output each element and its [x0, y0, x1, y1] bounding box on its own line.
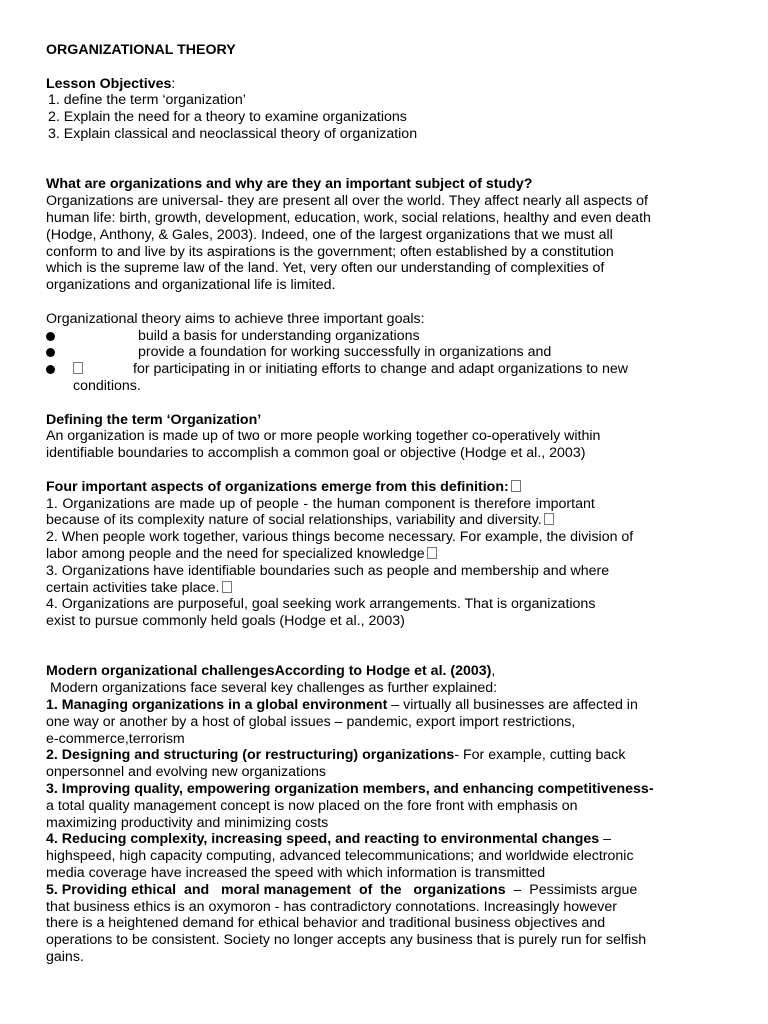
missing-glyph-icon — [222, 581, 232, 593]
modern-heading-tail: , — [491, 663, 496, 680]
challenge-4-heading: 4. Reducing complexity, increasing speed, and reacting to environmental changes — [46, 831, 600, 848]
missing-glyph-icon — [544, 513, 554, 525]
what-section-line: Organizations are universal- they are present all over the world. They affect nearly all aspects of — [46, 193, 648, 210]
aspects-line: 4. Organizations are purposeful, goal seeking work arrangements. That is organizations — [46, 596, 596, 613]
bullet-icon — [46, 361, 58, 378]
objectives-heading-line — [46, 76, 706, 93]
what-section-line: which is the supreme law of the land. Yet, very often our understanding of complexities of — [46, 260, 605, 277]
challenge-5-heading: 5. Providing ethical and moral management of the organizations — [46, 881, 506, 898]
document-title: ORGANIZATIONAL THEORY — [46, 42, 236, 58]
challenge-2-text: - For example, cutting back — [454, 747, 626, 764]
missing-glyph-icon — [427, 547, 437, 559]
what-section-line: organizations and organizational life is limited. — [46, 277, 336, 294]
challenge-1-cont: one way or another by a host of global issues – pandemic, export import restrictions, — [46, 713, 576, 730]
modern-intro: Modern organizations face several key challenges as further explained: — [46, 680, 498, 697]
defining-line: An organization is made up of two or more people working together co-operatively within — [46, 428, 601, 445]
challenge-3-cont: a total quality management concept is now placed on the fore front with emphasis on — [46, 797, 578, 814]
aspects-line: exist to pursue commonly held goals (Hodge et al., 2003) — [46, 613, 405, 630]
goal-text: provide a foundation for working successfully in organizations and — [138, 344, 552, 361]
challenge-2-cont: onpersonnel and evolving new organizations — [46, 764, 327, 781]
goal-text-continued: conditions. — [73, 377, 141, 394]
defining-heading: Defining the term ‘Organization’ — [46, 411, 262, 428]
aspects-line-box — [46, 580, 706, 597]
goals-intro: Organizational theory aims to achieve three important goals: — [46, 310, 425, 327]
bullet-icon — [46, 328, 58, 345]
challenge-4-cont: media coverage have increased the speed with which information is transmitted — [46, 865, 546, 882]
challenge-5-cont: that business ethics is an oxymoron - has contradictory connotations. Increasingly however — [46, 898, 617, 915]
aspects-line: labor among people and the need for specialized knowledge — [46, 545, 425, 562]
objectives-heading: Lesson Objectives — [46, 75, 172, 92]
challenge-1-text: – virtually all businesses are affected in — [387, 697, 638, 714]
goal-bullet-item — [46, 328, 706, 345]
aspects-line: 2. When people work together, various things become necessary. For example, the division of — [46, 529, 634, 546]
aspects-line: 3. Organizations have identifiable boundaries such as people and membership and where — [46, 562, 610, 579]
challenge-4-text: – — [599, 831, 612, 848]
challenge-4-cont: highspeed, high capacity computing, advanced telecommunications; and worldwide electronic — [46, 848, 634, 865]
what-section-line: human life: birth, growth, development, education, work, social relations, healthy and even death — [46, 209, 651, 226]
challenge-1-cont: e-commerce,terrorism — [46, 730, 185, 747]
missing-glyph-icon — [511, 480, 521, 492]
goal-text: build a basis for understanding organizations — [138, 327, 420, 344]
objective-item: 3. Explain classical and neoclassical theory of organization — [48, 125, 418, 142]
aspects-heading: Four important aspects of organizations emerge from this definition: — [46, 478, 509, 495]
challenge-2-heading: 2. Designing and structuring (or restructuring) organizations — [46, 747, 455, 764]
challenge-5-text: – Pessimists argue — [505, 881, 638, 898]
challenge-5-cont: gains. — [46, 949, 84, 966]
bullet-icon — [46, 344, 58, 361]
document-page — [46, 42, 706, 966]
missing-glyph-icon — [73, 362, 83, 374]
goal-bullet-item — [46, 361, 706, 378]
challenge-1-line — [46, 697, 706, 714]
challenge-5-line — [46, 882, 706, 899]
challenge-4-line — [46, 831, 706, 848]
aspects-line: certain activities take place. — [46, 579, 220, 596]
objective-item: 2. Explain the need for a theory to examine organizations — [48, 109, 407, 126]
aspects-heading-line — [46, 479, 706, 496]
aspects-line: because of its complexity nature of social relationships, variability and diversity. — [46, 512, 542, 529]
challenge-5-cont: operations to be consistent. Society no longer accepts any business that is purely run for selfish — [46, 932, 647, 949]
what-section-heading: What are organizations and why are they an important subject of study? — [46, 176, 533, 193]
modern-heading: Modern organizational challengesAccording to Hodge et al. (2003) — [46, 663, 492, 680]
aspects-line-box — [46, 512, 706, 529]
goal-text: for participating in or initiating efforts to change and adapt organizations to new — [133, 361, 629, 378]
challenge-3-heading: 3. Improving quality, empowering organization members, and enhancing competitiveness- — [46, 781, 654, 798]
aspects-line-box — [46, 546, 706, 563]
challenge-5-cont: there is a heightened demand for ethical behavior and traditional business objectives and — [46, 915, 606, 932]
objective-item: 1. define the term ‘organization’ — [48, 92, 246, 109]
aspects-line: 1. Organizations are made up of people - the human component is therefore important — [46, 495, 595, 512]
objectives-heading-suffix: : — [171, 75, 176, 92]
modern-heading-line — [46, 663, 706, 680]
goal-bullet-item — [46, 344, 706, 361]
challenge-1-heading: 1. Managing organizations in a global environment — [46, 697, 388, 714]
challenge-3-cont: maximizing productivity and minimizing costs — [46, 814, 329, 831]
defining-line: identifiable boundaries to accomplish a common goal or objective (Hodge et al., 2003) — [46, 445, 586, 462]
what-section-line: (Hodge, Anthony, & Gales, 2003). Indeed, one of the largest organizations that we must all — [46, 226, 613, 243]
challenge-2-line — [46, 747, 706, 764]
what-section-line: conform to and live by its aspirations is the government; often established by a constitution — [46, 243, 614, 260]
